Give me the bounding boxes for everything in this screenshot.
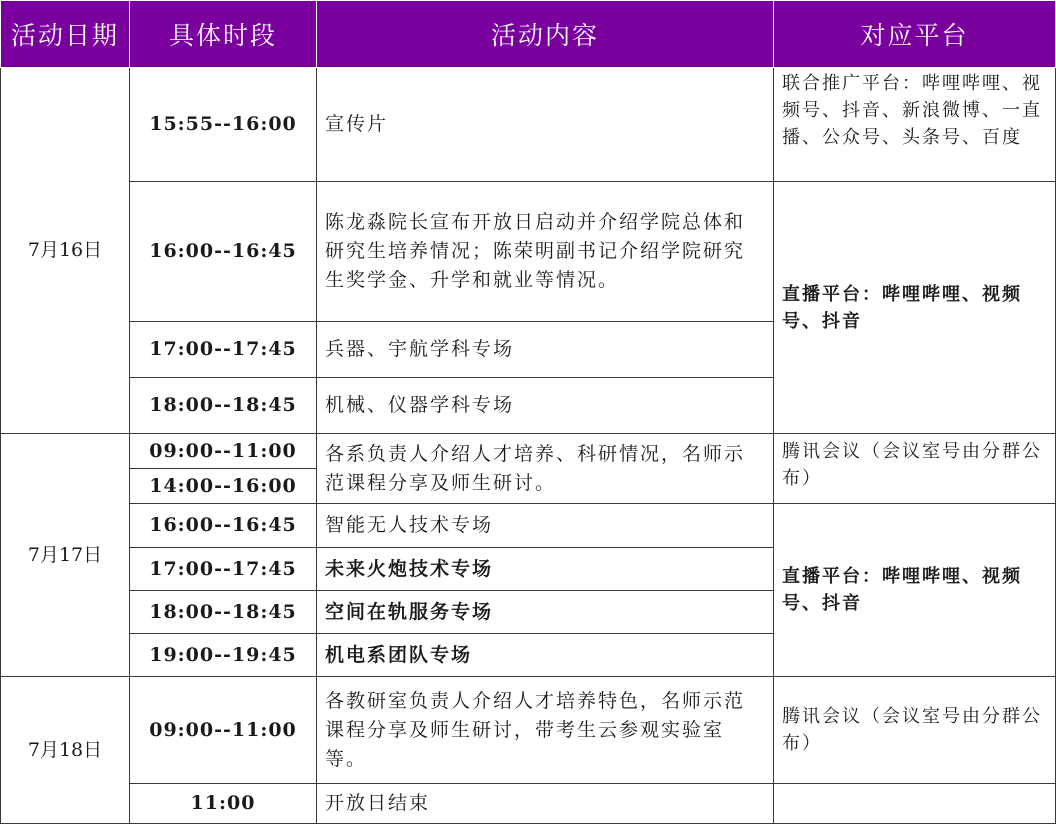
content-cell: 兵器、宇航学科专场 — [317, 322, 774, 378]
platform-cell: 腾讯会议（会议室号由分群公布） — [774, 677, 1056, 784]
content-cell: 各系负责人介绍人才培养、科研情况，名师示范课程分享及师生研讨。 — [317, 434, 774, 504]
content-cell: 各教研室负责人介绍人才培养特色，名师示范课程分享及师生研讨，带考生云参观实验室等。 — [317, 677, 774, 784]
time-cell: 16:00--16:45 — [130, 504, 317, 548]
table-row — [1, 434, 1056, 469]
time-cell: 09:00--11:00 — [130, 677, 317, 784]
header-platform: 对应平台 — [774, 1, 1056, 68]
content-cell: 宣传片 — [317, 68, 774, 182]
time-cell: 17:00--17:45 — [130, 322, 317, 378]
header-date: 活动日期 — [1, 1, 130, 68]
time-cell: 17:00--17:45 — [130, 548, 317, 591]
time-cell: 18:00--18:45 — [130, 378, 317, 434]
time-cell: 16:00--16:45 — [130, 182, 317, 322]
content-cell: 陈龙淼院长宣布开放日启动并介绍学院总体和研究生培养情况；陈荣明副书记介绍学院研究生奖学金、升学和就业等情况。 — [317, 182, 774, 322]
platform-cell: 直播平台：哔哩哔哩、视频号、抖音 — [774, 504, 1056, 677]
table-row — [1, 784, 1056, 824]
time-cell: 09:00--11:00 — [130, 434, 317, 469]
platform-cell: 直播平台：哔哩哔哩、视频号、抖音 — [774, 182, 1056, 434]
date-cell: 7月18日 — [1, 677, 130, 824]
time-cell: 18:00--18:45 — [130, 591, 317, 634]
date-cell: 7月17日 — [1, 434, 130, 677]
header-time: 具体时段 — [130, 1, 317, 68]
time-cell: 15:55--16:00 — [130, 68, 317, 182]
header-row — [1, 1, 1056, 68]
content-cell: 机电系团队专场 — [317, 634, 774, 677]
time-cell: 11:00 — [130, 784, 317, 824]
table-row — [1, 677, 1056, 784]
content-cell: 空间在轨服务专场 — [317, 591, 774, 634]
platform-cell: 腾讯会议（会议室号由分群公布） — [774, 434, 1056, 504]
content-cell: 未来火炮技术专场 — [317, 548, 774, 591]
content-cell: 机械、仪器学科专场 — [317, 378, 774, 434]
table-row — [1, 504, 1056, 548]
platform-cell — [774, 784, 1056, 824]
content-cell: 智能无人技术专场 — [317, 504, 774, 548]
platform-cell: 联合推广平台：哔哩哔哩、视频号、抖音、新浪微博、一直播、公众号、头条号、百度 — [774, 68, 1056, 182]
table-row — [1, 182, 1056, 322]
table-row — [1, 68, 1056, 182]
header-content: 活动内容 — [317, 1, 774, 68]
time-cell: 19:00--19:45 — [130, 634, 317, 677]
content-cell: 开放日结束 — [317, 784, 774, 824]
date-cell: 7月16日 — [1, 68, 130, 434]
time-cell: 14:00--16:00 — [130, 469, 317, 504]
